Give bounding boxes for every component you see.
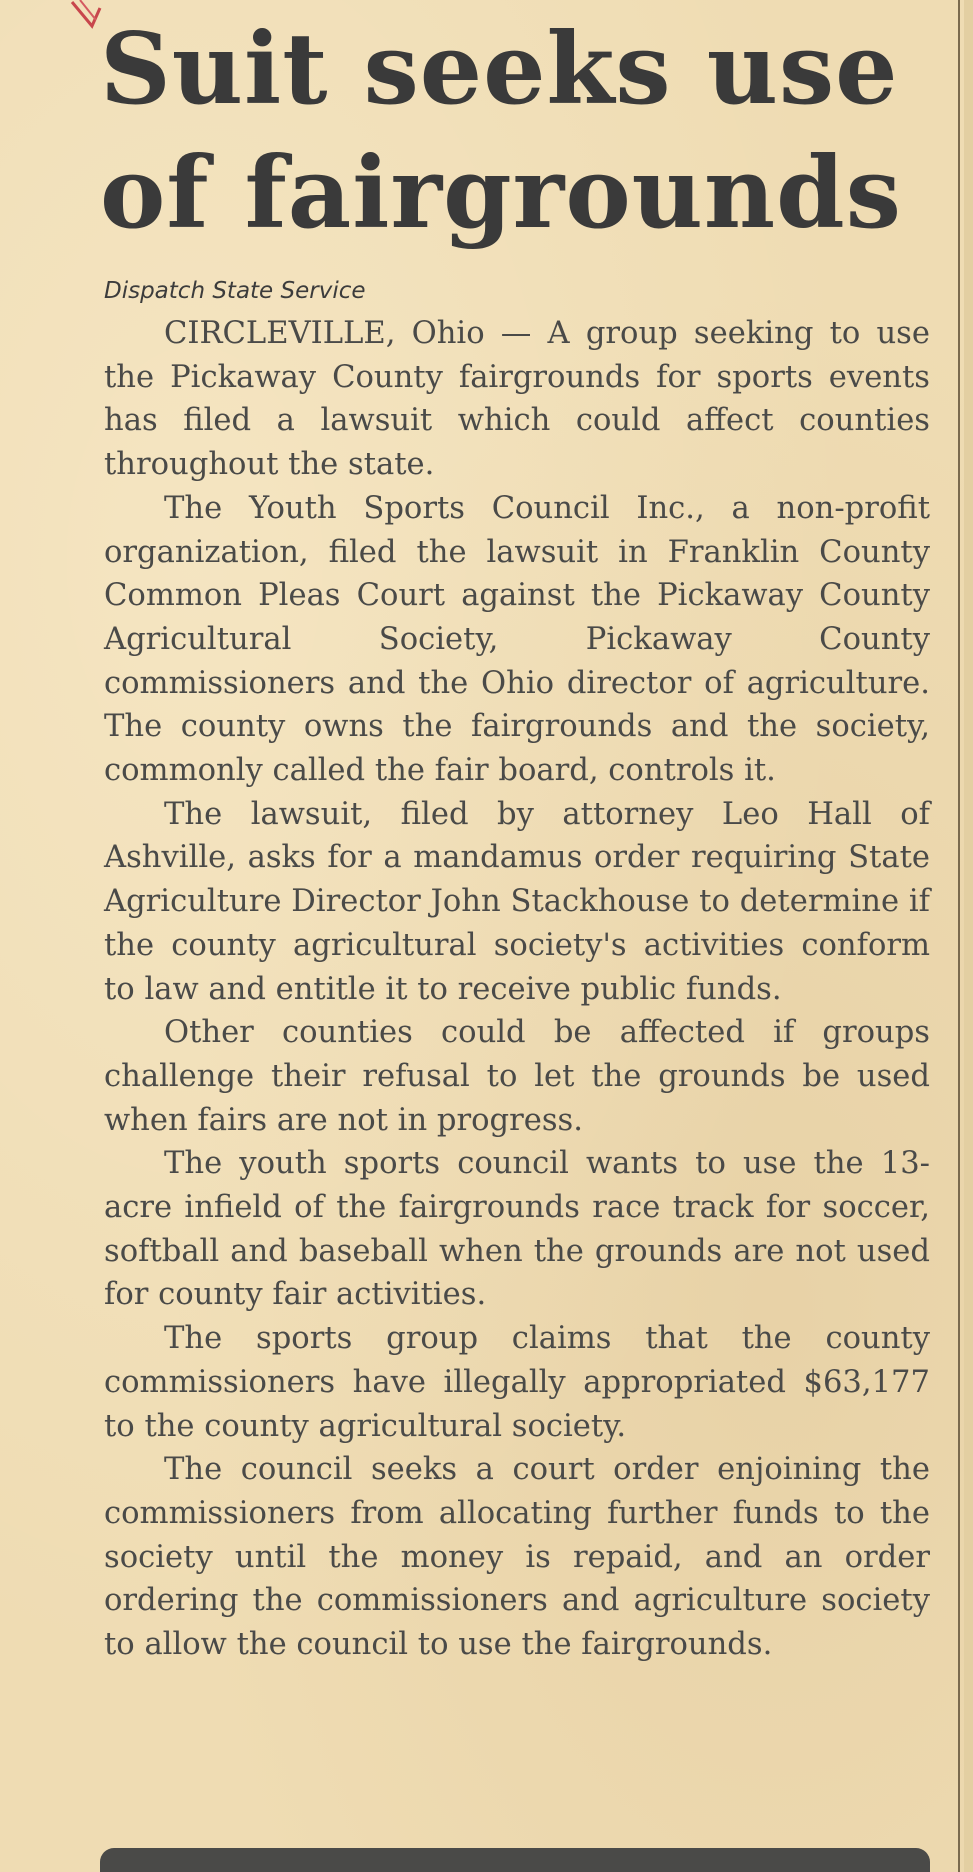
article-body xyxy=(104,312,930,1667)
page-margin xyxy=(964,0,973,1872)
article-paragraph: The sports group claims that the county commissioners have illegally appropriated $63,177 to the county agricultural society. xyxy=(104,1321,930,1444)
article-paragraph: CIRCLEVILLE, Ohio — A group seeking to use the Pickaway County fairgrounds for sports events has filed a lawsuit which could affect counties throughout the state. xyxy=(104,316,930,483)
column-rule xyxy=(958,0,960,1872)
byline: Dispatch State Service xyxy=(104,278,366,304)
article-paragraph: The council seeks a court order enjoining the commissioners from allocating further funds to the society until the money is repaid, and an order ordering the commissioners and agriculture society to allow the council to use the fairgrounds. xyxy=(104,1452,930,1663)
article-paragraph: The Youth Sports Council Inc., a non-profit organization, filed the lawsuit in Franklin County Common Pleas Court against the Pickaway County Agricultural Society, Pickaway County commissioners and the Ohio director of agriculture. The county owns the fairgrounds and the society, commonly called the fair board, controls it. xyxy=(104,490,930,789)
article-paragraph: The lawsuit, filed by attorney Leo Hall of Ashville, asks for a mandamus order requiring State Agriculture Director John Stackhouse to determine if the county agricultural society's activities conform to law and entitle it to receive public funds. xyxy=(104,796,930,1007)
article-paragraph: Other counties could be affected if groups challenge their refusal to let the grounds be used when fairs are not in progress. xyxy=(104,1015,930,1138)
article-paragraph: The youth sports council wants to use the 13-acre infield of the fairgrounds race track for soccer, softball and baseball when the grounds are not used for county fair activities. xyxy=(104,1146,930,1313)
next-article-edge xyxy=(100,1848,930,1872)
headline: Suit seeks use of fairgrounds xyxy=(100,12,902,251)
